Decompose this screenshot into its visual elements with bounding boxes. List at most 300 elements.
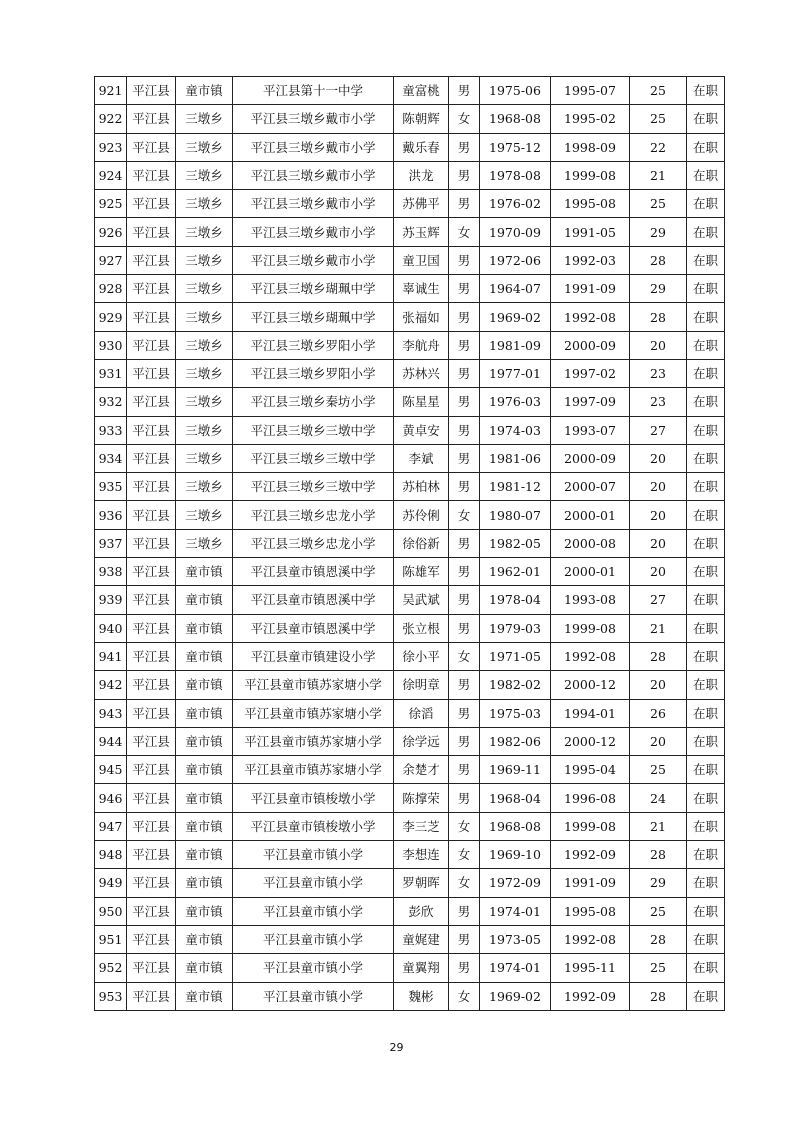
table-row	[95, 161, 725, 189]
county-cell: 平江县	[127, 190, 176, 218]
name-cell: 张福如	[394, 303, 449, 331]
name-cell: 苏玉辉	[394, 218, 449, 246]
work-start-cell: 2000-01	[551, 558, 630, 586]
school-cell: 平江县三墩乡三墩中学	[233, 473, 394, 501]
school-cell: 平江县三墩乡瑚珮中学	[233, 275, 394, 303]
work-start-cell: 1995-02	[551, 105, 630, 133]
work-start-cell: 1991-09	[551, 869, 630, 897]
work-start-cell: 2000-08	[551, 529, 630, 557]
county-cell: 平江县	[127, 331, 176, 359]
work-start-cell: 1992-03	[551, 246, 630, 274]
township-cell: 童市镇	[176, 699, 233, 727]
years-cell: 22	[630, 133, 687, 161]
school-cell: 平江县第十一中学	[233, 77, 394, 105]
status-cell: 在职	[687, 558, 725, 586]
birth-date-cell: 1974-03	[480, 416, 551, 444]
township-cell: 童市镇	[176, 784, 233, 812]
gender-cell: 女	[449, 812, 480, 840]
county-cell: 平江县	[127, 359, 176, 387]
status-cell: 在职	[687, 77, 725, 105]
years-cell: 20	[630, 501, 687, 529]
status-cell: 在职	[687, 812, 725, 840]
row-number-cell: 948	[95, 841, 127, 869]
status-cell: 在职	[687, 161, 725, 189]
county-cell: 平江县	[127, 812, 176, 840]
work-start-cell: 1999-08	[551, 614, 630, 642]
row-number-cell: 947	[95, 812, 127, 840]
work-start-cell: 2000-12	[551, 727, 630, 755]
name-cell: 黄卓安	[394, 416, 449, 444]
years-cell: 21	[630, 161, 687, 189]
years-cell: 28	[630, 642, 687, 670]
row-number-cell: 941	[95, 642, 127, 670]
work-start-cell: 1997-02	[551, 359, 630, 387]
gender-cell: 女	[449, 869, 480, 897]
gender-cell: 女	[449, 501, 480, 529]
table-row	[95, 133, 725, 161]
status-cell: 在职	[687, 841, 725, 869]
name-cell: 徐小平	[394, 642, 449, 670]
work-start-cell: 1991-09	[551, 275, 630, 303]
table-row	[95, 558, 725, 586]
school-cell: 平江县童市镇小学	[233, 869, 394, 897]
township-cell: 童市镇	[176, 812, 233, 840]
township-cell: 童市镇	[176, 614, 233, 642]
work-start-cell: 1999-08	[551, 812, 630, 840]
row-number-cell: 925	[95, 190, 127, 218]
years-cell: 21	[630, 812, 687, 840]
years-cell: 23	[630, 359, 687, 387]
status-cell: 在职	[687, 473, 725, 501]
county-cell: 平江县	[127, 133, 176, 161]
township-cell: 三墩乡	[176, 444, 233, 472]
school-cell: 平江县童市镇苏家塘小学	[233, 699, 394, 727]
years-cell: 21	[630, 614, 687, 642]
name-cell: 陈撑荣	[394, 784, 449, 812]
county-cell: 平江县	[127, 982, 176, 1010]
county-cell: 平江县	[127, 529, 176, 557]
name-cell: 戴乐春	[394, 133, 449, 161]
years-cell: 20	[630, 529, 687, 557]
status-cell: 在职	[687, 954, 725, 982]
county-cell: 平江县	[127, 841, 176, 869]
years-cell: 25	[630, 77, 687, 105]
name-cell: 李斌	[394, 444, 449, 472]
work-start-cell: 1995-11	[551, 954, 630, 982]
school-cell: 平江县童市镇苏家塘小学	[233, 727, 394, 755]
township-cell: 三墩乡	[176, 246, 233, 274]
gender-cell: 男	[449, 897, 480, 925]
county-cell: 平江县	[127, 897, 176, 925]
birth-date-cell: 1962-01	[480, 558, 551, 586]
name-cell: 陈朝辉	[394, 105, 449, 133]
table-row	[95, 812, 725, 840]
row-number-cell: 929	[95, 303, 127, 331]
birth-date-cell: 1970-09	[480, 218, 551, 246]
row-number-cell: 942	[95, 671, 127, 699]
years-cell: 28	[630, 303, 687, 331]
school-cell: 平江县三墩乡秦坊小学	[233, 388, 394, 416]
school-cell: 平江县三墩乡戴市小学	[233, 161, 394, 189]
table-row	[95, 982, 725, 1010]
years-cell: 28	[630, 246, 687, 274]
work-start-cell: 1992-09	[551, 982, 630, 1010]
table-row	[95, 869, 725, 897]
township-cell: 童市镇	[176, 642, 233, 670]
work-start-cell: 2000-09	[551, 444, 630, 472]
status-cell: 在职	[687, 756, 725, 784]
school-cell: 平江县童市镇小学	[233, 982, 394, 1010]
table-row	[95, 388, 725, 416]
birth-date-cell: 1979-03	[480, 614, 551, 642]
years-cell: 20	[630, 727, 687, 755]
birth-date-cell: 1982-02	[480, 671, 551, 699]
county-cell: 平江县	[127, 671, 176, 699]
table-row	[95, 77, 725, 105]
table-row	[95, 586, 725, 614]
birth-date-cell: 1968-08	[480, 105, 551, 133]
status-cell: 在职	[687, 416, 725, 444]
gender-cell: 男	[449, 388, 480, 416]
school-cell: 平江县童市镇梭墩小学	[233, 784, 394, 812]
work-start-cell: 1992-08	[551, 642, 630, 670]
birth-date-cell: 1973-05	[480, 925, 551, 953]
gender-cell: 男	[449, 558, 480, 586]
work-start-cell: 1992-08	[551, 303, 630, 331]
name-cell: 童卫国	[394, 246, 449, 274]
row-number-cell: 923	[95, 133, 127, 161]
years-cell: 24	[630, 784, 687, 812]
gender-cell: 男	[449, 246, 480, 274]
status-cell: 在职	[687, 218, 725, 246]
table-row	[95, 331, 725, 359]
row-number-cell: 931	[95, 359, 127, 387]
row-number-cell: 932	[95, 388, 127, 416]
work-start-cell: 1992-08	[551, 925, 630, 953]
row-number-cell: 922	[95, 105, 127, 133]
gender-cell: 男	[449, 614, 480, 642]
name-cell: 徐俗新	[394, 529, 449, 557]
years-cell: 26	[630, 699, 687, 727]
status-cell: 在职	[687, 642, 725, 670]
name-cell: 李航舟	[394, 331, 449, 359]
county-cell: 平江县	[127, 727, 176, 755]
school-cell: 平江县三墩乡戴市小学	[233, 218, 394, 246]
birth-date-cell: 1969-10	[480, 841, 551, 869]
county-cell: 平江县	[127, 416, 176, 444]
table-row	[95, 925, 725, 953]
name-cell: 吴武斌	[394, 586, 449, 614]
birth-date-cell: 1978-04	[480, 586, 551, 614]
gender-cell: 男	[449, 473, 480, 501]
school-cell: 平江县三墩乡三墩中学	[233, 444, 394, 472]
gender-cell: 男	[449, 529, 480, 557]
birth-date-cell: 1964-07	[480, 275, 551, 303]
school-cell: 平江县童市镇小学	[233, 841, 394, 869]
birth-date-cell: 1981-09	[480, 331, 551, 359]
row-number-cell: 928	[95, 275, 127, 303]
years-cell: 29	[630, 275, 687, 303]
table-row	[95, 897, 725, 925]
name-cell: 罗朝晖	[394, 869, 449, 897]
name-cell: 徐明章	[394, 671, 449, 699]
county-cell: 平江县	[127, 784, 176, 812]
school-cell: 平江县童市镇小学	[233, 897, 394, 925]
township-cell: 三墩乡	[176, 388, 233, 416]
status-cell: 在职	[687, 246, 725, 274]
township-cell: 童市镇	[176, 756, 233, 784]
school-cell: 平江县童市镇恩溪中学	[233, 558, 394, 586]
years-cell: 28	[630, 841, 687, 869]
table-row	[95, 501, 725, 529]
years-cell: 25	[630, 756, 687, 784]
name-cell: 苏林兴	[394, 359, 449, 387]
table-row	[95, 303, 725, 331]
table-row	[95, 954, 725, 982]
birth-date-cell: 1981-06	[480, 444, 551, 472]
birth-date-cell: 1975-06	[480, 77, 551, 105]
birth-date-cell: 1975-12	[480, 133, 551, 161]
school-cell: 平江县童市镇小学	[233, 954, 394, 982]
gender-cell: 男	[449, 133, 480, 161]
township-cell: 童市镇	[176, 558, 233, 586]
row-number-cell: 949	[95, 869, 127, 897]
years-cell: 25	[630, 105, 687, 133]
name-cell: 余楚才	[394, 756, 449, 784]
birth-date-cell: 1980-07	[480, 501, 551, 529]
table-row	[95, 473, 725, 501]
school-cell: 平江县三墩乡戴市小学	[233, 105, 394, 133]
row-number-cell: 943	[95, 699, 127, 727]
status-cell: 在职	[687, 105, 725, 133]
school-cell: 平江县童市镇小学	[233, 925, 394, 953]
gender-cell: 男	[449, 671, 480, 699]
school-cell: 平江县三墩乡忠龙小学	[233, 501, 394, 529]
township-cell: 三墩乡	[176, 303, 233, 331]
row-number-cell: 921	[95, 77, 127, 105]
township-cell: 童市镇	[176, 841, 233, 869]
work-start-cell: 1998-09	[551, 133, 630, 161]
name-cell: 苏柏林	[394, 473, 449, 501]
township-cell: 童市镇	[176, 925, 233, 953]
work-start-cell: 1994-01	[551, 699, 630, 727]
county-cell: 平江县	[127, 501, 176, 529]
birth-date-cell: 1972-06	[480, 246, 551, 274]
status-cell: 在职	[687, 501, 725, 529]
row-number-cell: 939	[95, 586, 127, 614]
name-cell: 洪龙	[394, 161, 449, 189]
name-cell: 李三芝	[394, 812, 449, 840]
birth-date-cell: 1974-01	[480, 897, 551, 925]
township-cell: 童市镇	[176, 77, 233, 105]
status-cell: 在职	[687, 359, 725, 387]
gender-cell: 男	[449, 727, 480, 755]
school-cell: 平江县三墩乡三墩中学	[233, 416, 394, 444]
status-cell: 在职	[687, 614, 725, 642]
name-cell: 童富桃	[394, 77, 449, 105]
school-cell: 平江县童市镇恩溪中学	[233, 614, 394, 642]
table-row	[95, 190, 725, 218]
row-number-cell: 935	[95, 473, 127, 501]
school-cell: 平江县童市镇建设小学	[233, 642, 394, 670]
page-number: 29	[389, 1041, 404, 1054]
township-cell: 三墩乡	[176, 105, 233, 133]
birth-date-cell: 1968-08	[480, 812, 551, 840]
township-cell: 三墩乡	[176, 161, 233, 189]
gender-cell: 男	[449, 954, 480, 982]
school-cell: 平江县童市镇苏家塘小学	[233, 671, 394, 699]
years-cell: 23	[630, 388, 687, 416]
name-cell: 陈雄军	[394, 558, 449, 586]
row-number-cell: 951	[95, 925, 127, 953]
county-cell: 平江县	[127, 77, 176, 105]
teacher-table-body	[95, 77, 725, 1011]
gender-cell: 女	[449, 841, 480, 869]
school-cell: 平江县三墩乡戴市小学	[233, 246, 394, 274]
years-cell: 27	[630, 586, 687, 614]
county-cell: 平江县	[127, 756, 176, 784]
years-cell: 20	[630, 558, 687, 586]
county-cell: 平江县	[127, 388, 176, 416]
status-cell: 在职	[687, 586, 725, 614]
birth-date-cell: 1982-05	[480, 529, 551, 557]
township-cell: 三墩乡	[176, 133, 233, 161]
status-cell: 在职	[687, 727, 725, 755]
years-cell: 20	[630, 473, 687, 501]
county-cell: 平江县	[127, 614, 176, 642]
county-cell: 平江县	[127, 473, 176, 501]
county-cell: 平江县	[127, 925, 176, 953]
row-number-cell: 952	[95, 954, 127, 982]
years-cell: 20	[630, 331, 687, 359]
gender-cell: 男	[449, 586, 480, 614]
county-cell: 平江县	[127, 642, 176, 670]
status-cell: 在职	[687, 869, 725, 897]
gender-cell: 女	[449, 642, 480, 670]
gender-cell: 男	[449, 331, 480, 359]
status-cell: 在职	[687, 133, 725, 161]
gender-cell: 男	[449, 190, 480, 218]
county-cell: 平江县	[127, 558, 176, 586]
status-cell: 在职	[687, 982, 725, 1010]
birth-date-cell: 1975-03	[480, 699, 551, 727]
name-cell: 徐学远	[394, 727, 449, 755]
county-cell: 平江县	[127, 218, 176, 246]
gender-cell: 男	[449, 77, 480, 105]
township-cell: 童市镇	[176, 671, 233, 699]
gender-cell: 男	[449, 275, 480, 303]
years-cell: 28	[630, 925, 687, 953]
birth-date-cell: 1969-02	[480, 982, 551, 1010]
gender-cell: 男	[449, 416, 480, 444]
work-start-cell: 2000-12	[551, 671, 630, 699]
birth-date-cell: 1968-04	[480, 784, 551, 812]
school-cell: 平江县童市镇苏家塘小学	[233, 756, 394, 784]
name-cell: 童翼翔	[394, 954, 449, 982]
township-cell: 三墩乡	[176, 275, 233, 303]
status-cell: 在职	[687, 784, 725, 812]
work-start-cell: 1995-04	[551, 756, 630, 784]
county-cell: 平江县	[127, 699, 176, 727]
table-row	[95, 642, 725, 670]
name-cell: 苏伶俐	[394, 501, 449, 529]
birth-date-cell: 1981-12	[480, 473, 551, 501]
township-cell: 童市镇	[176, 586, 233, 614]
years-cell: 28	[630, 982, 687, 1010]
birth-date-cell: 1972-09	[480, 869, 551, 897]
county-cell: 平江县	[127, 275, 176, 303]
status-cell: 在职	[687, 388, 725, 416]
birth-date-cell: 1976-02	[480, 190, 551, 218]
work-start-cell: 1992-09	[551, 841, 630, 869]
birth-date-cell: 1978-08	[480, 161, 551, 189]
township-cell: 三墩乡	[176, 331, 233, 359]
status-cell: 在职	[687, 303, 725, 331]
township-cell: 三墩乡	[176, 359, 233, 387]
birth-date-cell: 1971-05	[480, 642, 551, 670]
gender-cell: 男	[449, 161, 480, 189]
work-start-cell: 1995-07	[551, 77, 630, 105]
school-cell: 平江县三墩乡忠龙小学	[233, 529, 394, 557]
township-cell: 三墩乡	[176, 416, 233, 444]
name-cell: 张立根	[394, 614, 449, 642]
school-cell: 平江县三墩乡罗阳小学	[233, 359, 394, 387]
gender-cell: 女	[449, 218, 480, 246]
birth-date-cell: 1976-03	[480, 388, 551, 416]
table-row	[95, 671, 725, 699]
school-cell: 平江县三墩乡戴市小学	[233, 190, 394, 218]
birth-date-cell: 1977-01	[480, 359, 551, 387]
gender-cell: 女	[449, 105, 480, 133]
years-cell: 20	[630, 444, 687, 472]
county-cell: 平江县	[127, 869, 176, 897]
status-cell: 在职	[687, 529, 725, 557]
work-start-cell: 1997-09	[551, 388, 630, 416]
name-cell: 陈星星	[394, 388, 449, 416]
table-row	[95, 529, 725, 557]
gender-cell: 男	[449, 925, 480, 953]
school-cell: 平江县三墩乡瑚珮中学	[233, 303, 394, 331]
status-cell: 在职	[687, 190, 725, 218]
status-cell: 在职	[687, 699, 725, 727]
school-cell: 平江县三墩乡戴市小学	[233, 133, 394, 161]
status-cell: 在职	[687, 925, 725, 953]
teacher-table	[94, 76, 725, 1011]
work-start-cell: 2000-09	[551, 331, 630, 359]
work-start-cell: 1993-08	[551, 586, 630, 614]
table-row	[95, 727, 725, 755]
row-number-cell: 926	[95, 218, 127, 246]
county-cell: 平江县	[127, 246, 176, 274]
county-cell: 平江县	[127, 161, 176, 189]
status-cell: 在职	[687, 671, 725, 699]
row-number-cell: 946	[95, 784, 127, 812]
work-start-cell: 1993-07	[551, 416, 630, 444]
table-row	[95, 841, 725, 869]
years-cell: 25	[630, 954, 687, 982]
township-cell: 童市镇	[176, 954, 233, 982]
school-cell: 平江县三墩乡罗阳小学	[233, 331, 394, 359]
status-cell: 在职	[687, 897, 725, 925]
name-cell: 童娓建	[394, 925, 449, 953]
name-cell: 辜诚生	[394, 275, 449, 303]
table-row	[95, 275, 725, 303]
row-number-cell: 930	[95, 331, 127, 359]
township-cell: 三墩乡	[176, 529, 233, 557]
years-cell: 20	[630, 671, 687, 699]
row-number-cell: 938	[95, 558, 127, 586]
row-number-cell: 934	[95, 444, 127, 472]
